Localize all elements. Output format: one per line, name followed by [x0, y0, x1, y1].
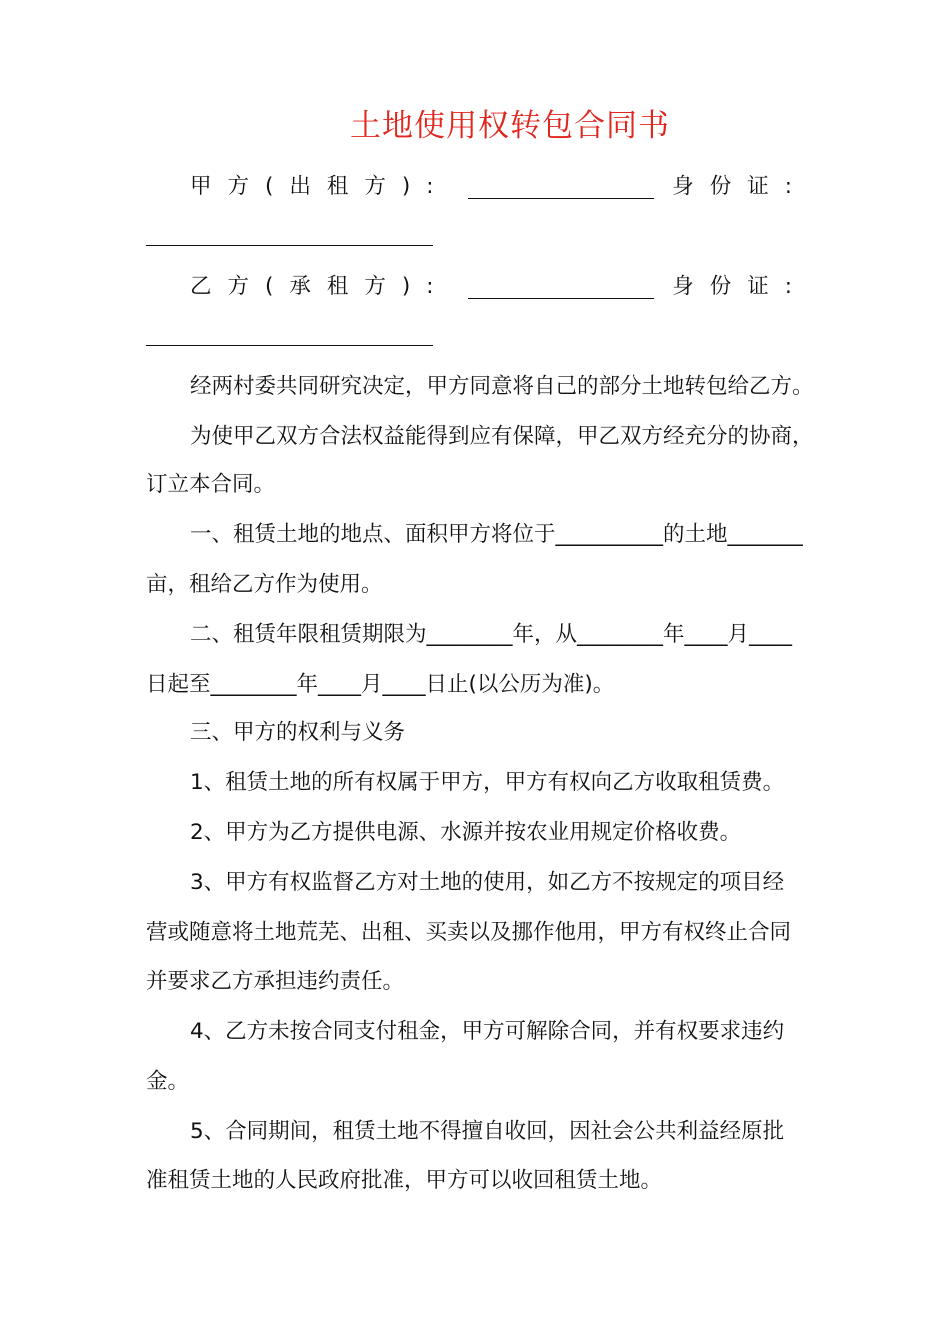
clause-3-heading: 三、甲方的权利与义务 [190, 720, 406, 745]
item-5-line-2: 准租赁土地的人民政府批准，甲方可以收回租赁土地。 [146, 1168, 663, 1193]
item-4-line-2: 金。 [146, 1069, 190, 1094]
item-3-line-3: 并要求乙方承担违约责任。 [146, 969, 405, 994]
party-a-id-label: 身份证: [672, 174, 808, 199]
party-b-name-field[interactable] [468, 276, 654, 299]
clause-2-line-1: 二、租赁年限租赁期限为________年，从________年____月____ [190, 622, 793, 647]
party-b-row [190, 272, 808, 302]
item-5-line-1: 5、合同期间，租赁土地不得擅自收回，因社会公共利益经原批 [190, 1119, 785, 1144]
paragraph-preamble: 经两村委共同研究决定，甲方同意将自己的部分土地转包给乙方。 [190, 374, 814, 399]
clause-2-line-2: 日起至________年____月____日止(以公历为准)。 [146, 672, 615, 697]
item-3-line-2: 营或随意将土地荒芜、出租、买卖以及挪作他用，甲方有权终止合同 [146, 920, 792, 945]
item-1: 1、租赁土地的所有权属于甲方，甲方有权向乙方收取租赁费。 [190, 770, 785, 795]
party-b-id-label: 身份证: [672, 274, 808, 299]
party-a-label: 甲方(出租方): [190, 174, 450, 199]
party-b-label: 乙方(承租方): [190, 274, 450, 299]
clause-1-line-2: 亩，租给乙方作为使用。 [146, 572, 383, 597]
item-4-line-1: 4、乙方未按合同支付租金，甲方可解除合同，并有权要求违约 [190, 1019, 785, 1044]
item-2: 2、甲方为乙方提供电源、水源并按农业用规定价格收费。 [190, 820, 742, 845]
party-b-id-field[interactable] [146, 345, 433, 346]
party-a-id-field[interactable] [146, 245, 433, 246]
party-a-name-field[interactable] [468, 176, 654, 199]
party-a-row [190, 172, 808, 202]
paragraph-purpose-line-1: 为使甲乙双方合法权益能得到应有保障，甲乙双方经充分的协商， [190, 424, 814, 449]
paragraph-purpose-line-2: 订立本合同。 [146, 472, 276, 497]
document-title: 土地使用权转包合同书 [350, 108, 670, 144]
clause-1-line-1: 一、租赁土地的地点、面积甲方将位于__________的土地_______ [190, 522, 803, 547]
item-3-line-1: 3、甲方有权监督乙方对土地的使用，如乙方不按规定的项目经 [190, 870, 785, 895]
